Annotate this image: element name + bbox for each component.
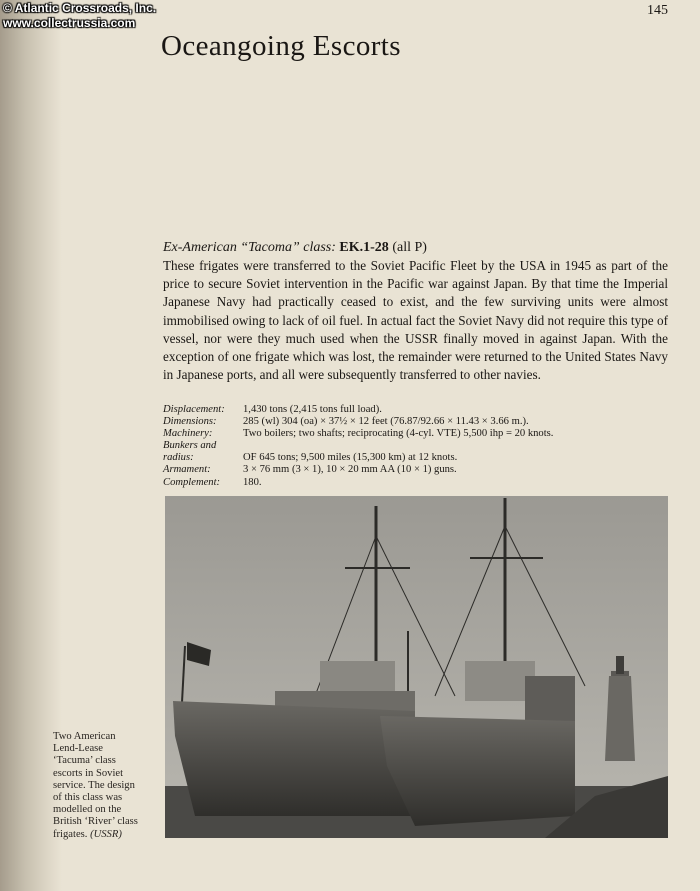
section-heading [163, 240, 427, 256]
spec-label: Bunkers and [163, 440, 217, 452]
caption-text: Two American Lend-Lease ‘Tacuma’ class escorts in Soviet service. The design of this class was modelled on the British ‘River’ class frigates. [53, 731, 138, 840]
spec-value: 1,430 tons (2,415 tons full load). [243, 404, 382, 415]
spec-value: 285 (wl) 304 (oa) × 37½ × 12 feet (76.87/92.66 × 11.43 × 3.66 m.). [243, 416, 529, 428]
spec-value: OF 645 tons; 9,500 miles (15,300 km) at 12 knots. [243, 452, 458, 464]
section-note: (all P) [392, 240, 427, 255]
spec-label: Armament: [163, 464, 211, 476]
body-paragraph: These frigates were transferred to the Soviet Pacific Fleet by the USA in 1945 as part of the price to secure Soviet intervention in the Pacific war against Japan. By that time the Imperial Japanese Navy had practically ceased to exist, and the few surviving units were almost immobilised owing to lack of oil fuel. In actual fact the Soviet Navy did not require this type of vessel, nor were they much used when the USSR finally moved in against Japan. With the exception of one frigate which was lost, the remainder were returned to the United States Navy in Japanese ports, and all were subsequently transferred to other navies. [163, 258, 668, 383]
spec-value: 180. [243, 476, 262, 488]
pennant-numbers: EK.1-28 [339, 240, 389, 255]
spec-label: Complement: [163, 476, 221, 488]
spec-row [163, 428, 553, 440]
watermark-copyright: © Atlantic Crossroads, Inc. [3, 1, 157, 15]
spec-row [163, 416, 553, 428]
spec-row [163, 477, 553, 489]
specs-table [163, 404, 553, 489]
spec-row [163, 464, 553, 476]
right-ship-bridge [465, 661, 535, 701]
page-title: Oceangoing Escorts [161, 30, 401, 62]
right-ship-hull [380, 716, 575, 826]
spec-row [163, 452, 553, 464]
left-ship-hull [173, 701, 415, 816]
spec-label: Machinery: [163, 428, 213, 440]
ship-photograph [165, 496, 668, 838]
spec-row [163, 440, 553, 452]
spec-value: 3 × 76 mm (3 × 1), 10 × 20 mm AA (10 × 1) guns. [243, 464, 457, 476]
photo-caption [53, 731, 141, 841]
spec-row [163, 404, 553, 416]
watermark-url: www.collectrussia.com [3, 16, 136, 30]
spec-label: Dimensions: [163, 416, 217, 428]
spec-label: Displacement: [163, 404, 225, 415]
photo-credit: (USSR) [90, 828, 122, 840]
spec-label: radius: [163, 452, 194, 464]
frigates-illustration [165, 496, 668, 838]
class-name: Ex-American “Tacoma” class: [163, 240, 336, 255]
page-number: 145 [647, 3, 668, 18]
spec-value: Two boilers; two shafts; reciprocating (4-cyl. VTE) 5,500 ihp = 20 knots. [243, 428, 554, 440]
